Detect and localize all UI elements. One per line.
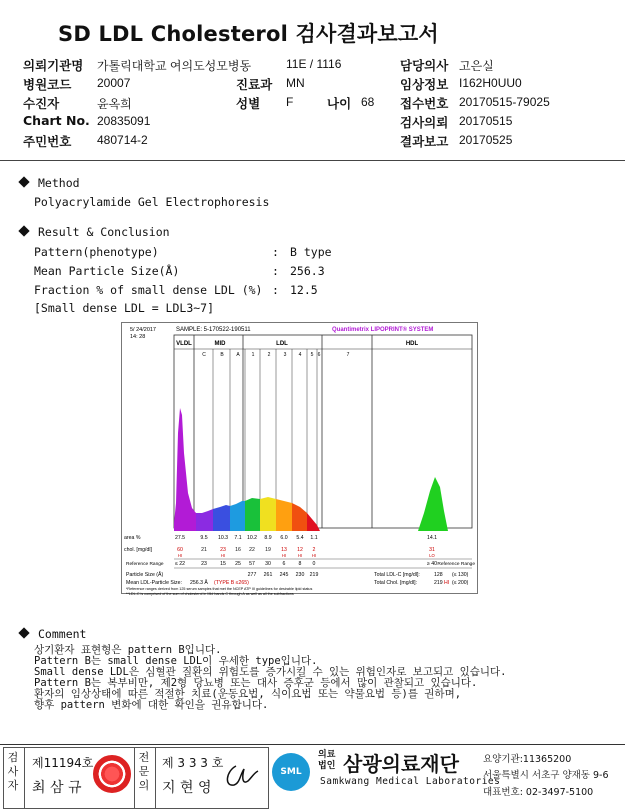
org-legal-type: 의료법인 <box>318 750 336 771</box>
result-label-pattern: Pattern(phenotype) <box>34 245 159 259</box>
chol-value: 22 <box>249 547 255 553</box>
area-pct-value: 10.2 <box>246 535 258 541</box>
chol-value: 60 <box>177 547 183 553</box>
ldl5-band-area <box>307 513 320 531</box>
comment-line: Small dense LDL은 심혈관 질환의 위험도를 증가시킬 수 있는 위험인자로 보고되고 있습니다. <box>34 666 507 678</box>
org-address: 서울특별시 서초구 양재동 9-6 <box>483 770 609 781</box>
ref-range-value: 15 <box>220 561 226 567</box>
comment-heading-text: Comment <box>38 627 87 641</box>
ldl4-band-area <box>292 503 307 531</box>
total-chol-flag: HI <box>444 580 450 586</box>
chart-band-label: 1 <box>251 352 255 358</box>
diamond-bullet-icon <box>18 627 29 638</box>
label-department: 진료과 <box>236 77 273 92</box>
value-referring-institution: 가톨릭대학교 여의도성모병동 <box>97 59 252 73</box>
org-name: 삼광의료재단 <box>343 752 459 776</box>
label-chart-no: Chart No. <box>23 113 90 128</box>
result-label-size: Mean Particle Size(Å) <box>34 264 180 278</box>
chol-value: 21 <box>201 547 207 553</box>
ref-range-value: 25 <box>235 561 241 567</box>
total-chol-label: Total Chol. [mg/dl]: <box>374 580 417 586</box>
result-value-fraction: 12.5 <box>290 283 318 297</box>
particle-size-value: 230 <box>295 572 305 578</box>
label-request-date: 검사의뢰 <box>400 115 449 130</box>
comment-line: 향후 pattern 변화에 대한 확인을 권유합니다. <box>34 699 269 711</box>
result-sep: : <box>272 264 279 278</box>
comment-line: Pattern B는 small dense LDL이 우세한 type입니다. <box>34 655 318 667</box>
report-title: SD LDL Cholesterol 검사결과보고서 <box>58 22 439 46</box>
specialist-license-no: 제 3 3 3 호 <box>162 756 224 770</box>
chart-footnote-2: **LDL-C is comprised of the sum of cholesterol in Mid bands C through A as well as all the subfractions <box>126 592 294 596</box>
chol-flag: HI <box>220 553 226 558</box>
mean-size-type: (TYPE B ≤265) <box>214 580 249 586</box>
chol-value: 19 <box>265 547 271 553</box>
diamond-bullet-icon <box>18 225 29 236</box>
value-hospital-code: 20007 <box>97 76 131 90</box>
area-pct-value: 9.5 <box>200 535 208 541</box>
chart-band-label: A <box>236 352 240 358</box>
ref-range-value: ≤ 22 <box>174 561 186 567</box>
row-label-area: area % <box>124 535 141 541</box>
specialist-name: 지 현 영 <box>162 780 212 796</box>
value-age: 68 <box>361 95 375 109</box>
chart-band-label: 6 <box>317 352 321 358</box>
result-sep: : <box>272 245 279 259</box>
total-chol-value: 219 <box>434 580 443 586</box>
chart-band-label: C <box>202 352 206 358</box>
technologist-name: 최 삼 규 <box>32 780 82 796</box>
row-label-mean: Mean LDL-Particle Size: <box>126 580 182 586</box>
label-resident-no: 주민번호 <box>23 134 72 149</box>
label-age: 나이 <box>327 96 352 111</box>
ref-range-value: 8 <box>298 561 302 567</box>
result-label-fraction: Fraction % of small dense LDL (%) <box>34 283 263 297</box>
chol-flag: LO <box>429 553 435 558</box>
label-patient: 수진자 <box>23 96 60 111</box>
chol-value: 31 <box>429 547 435 553</box>
total-ldl-label: Total LDL-C [mg/dl]: <box>374 572 420 578</box>
result-value-pattern: B type <box>290 245 332 259</box>
technologist-seal-icon <box>93 755 131 793</box>
ref-range-value: 23 <box>201 561 207 567</box>
specialist-signature-icon <box>222 761 262 791</box>
method-text: Polyacrylamide Gel Electrophoresis <box>34 195 270 209</box>
total-chol-range: (≤ 200) <box>452 580 469 586</box>
comment-line: Pattern B는 복부비만, 제2형 당뇨병 또는 대사 증후군 등에서 많이 관찰되고 있습니다. <box>34 677 478 689</box>
lipoprint-chart <box>121 322 478 594</box>
value-ward: 11E / 1116 <box>286 57 342 71</box>
value-clinical-info: I162H0UU0 <box>459 76 522 90</box>
chart-plot-frame <box>174 335 472 528</box>
ldl2-band-area <box>260 497 276 531</box>
chart-footnote-1: *Reference ranges derived from 125 serum samples that met the NCEP ATP III guidelines for desirable lipid status <box>126 587 313 591</box>
area-pct-value: 7.1 <box>234 535 242 541</box>
particle-size-value: 261 <box>263 572 273 578</box>
diamond-bullet-icon <box>18 176 29 187</box>
label-referring-institution: 의뢰기관명 <box>23 58 84 73</box>
row-label-ref-right: Reference Range <box>437 562 475 567</box>
comment-line: 상기환자 표현형은 pattern B입니다. <box>34 644 222 656</box>
value-resident-no: 480714-2 <box>97 133 148 147</box>
label-sex: 성별 <box>236 96 261 111</box>
divider <box>134 747 135 808</box>
chart-time: 14: 28 <box>130 334 146 340</box>
chart-group-label: LDL <box>276 341 288 347</box>
technologist-label: 검사자 <box>7 751 19 792</box>
chol-flag: HI <box>281 553 287 558</box>
ref-range-value: ≥ 40 <box>426 561 438 567</box>
ref-range-value: 0 <box>312 561 316 567</box>
area-pct-value: 10.3 <box>217 535 229 541</box>
lipoprint-svg <box>122 323 477 596</box>
method-heading-text: Method <box>38 176 80 190</box>
chol-value: 12 <box>297 547 303 553</box>
chart-band-label: 4 <box>298 352 302 358</box>
mid-b-band-area <box>213 505 230 531</box>
divider <box>24 747 25 808</box>
footer <box>0 744 625 811</box>
org-code: 요양기관:11365200 <box>483 754 572 765</box>
ref-range-value: 6 <box>282 561 286 567</box>
chart-group-label: HDL <box>405 341 419 347</box>
area-pct-value: 27.5 <box>174 535 186 541</box>
row-label-chol: chol. [mg/dl] <box>124 547 152 553</box>
particle-size-value: 245 <box>279 572 289 578</box>
chart-band-label: 3 <box>283 352 287 358</box>
chart-group-label: MID <box>214 341 226 347</box>
chart-group-label: VLDL <box>176 341 192 347</box>
particle-size-value: 277 <box>247 572 257 578</box>
technologist-license-no: 제11194호 <box>32 756 94 770</box>
result-sep: : <box>272 283 279 297</box>
value-patient: 윤옥희 <box>97 97 132 111</box>
area-pct-value: 1.1 <box>310 535 318 541</box>
specialist-label: 전문의 <box>138 751 150 792</box>
chol-value: 13 <box>281 547 287 553</box>
mid-a-band-area <box>230 501 245 531</box>
chart-sample: SAMPLE: 5-170522-190511 <box>176 327 251 333</box>
value-department: MN <box>286 76 305 90</box>
label-clinical-info: 임상정보 <box>400 77 449 92</box>
mean-size-value: 256.3 Å <box>190 580 208 586</box>
sml-logo-icon <box>272 753 310 791</box>
row-label-size: Particle Size (Å) <box>126 572 164 578</box>
comment-line: 환자의 임상상태에 따른 적절한 치료(운동요법, 식이요법 또는 약물요법 등)를 권하며, <box>34 688 462 700</box>
header-divider <box>0 160 625 161</box>
chol-flag: HI <box>297 553 303 558</box>
area-pct-value: 14.1 <box>426 535 438 541</box>
label-accession-no: 접수번호 <box>400 96 449 111</box>
mid-c-band-area <box>196 509 213 531</box>
value-chart-no: 20835091 <box>97 114 151 128</box>
result-heading-text: Result & Conclusion <box>38 225 170 239</box>
label-doctor: 담당의사 <box>400 58 449 73</box>
hdl-band-area <box>418 477 448 531</box>
org-english-name: Samkwang Medical Laboratories <box>320 776 501 787</box>
ldl3-band-area <box>276 499 292 531</box>
value-doctor: 고은실 <box>459 59 494 73</box>
chart-band-label: 7 <box>346 352 350 358</box>
value-accession-no: 20170515-79025 <box>459 95 550 109</box>
area-pct-value: 8.9 <box>264 535 272 541</box>
area-pct-value: 6.0 <box>280 535 288 541</box>
chol-flag: HI <box>311 553 317 558</box>
comment-heading <box>20 627 86 641</box>
divider <box>155 747 156 808</box>
chol-value: 23 <box>220 547 226 553</box>
ref-range-value: 30 <box>265 561 271 567</box>
ldl1-band-area <box>245 498 260 531</box>
label-hospital-code: 병원코드 <box>23 77 72 92</box>
chart-brand: Quantimetrix LIPOPRINT® SYSTEM <box>332 327 434 333</box>
method-heading <box>20 176 80 190</box>
result-value-size: 256.3 <box>290 264 325 278</box>
total-ldl-value: 128 <box>434 572 443 578</box>
result-note: [Small dense LDL = LDL3~7] <box>34 301 215 315</box>
org-phone: 대표번호: 02-3497-5100 <box>483 787 594 798</box>
sml-logo-text: SML <box>280 767 302 777</box>
chart-date: 5/ 24/2017 <box>130 327 156 333</box>
label-report-date: 결과보고 <box>400 134 449 149</box>
chart-band-label: 2 <box>267 352 271 358</box>
result-heading <box>20 225 170 239</box>
row-label-ref: Reference Range <box>126 562 164 567</box>
chol-value: 16 <box>235 547 241 553</box>
total-ldl-range: (≤ 130) <box>452 572 469 578</box>
value-request-date: 20170515 <box>459 114 513 128</box>
particle-size-value: 219 <box>309 572 319 578</box>
area-pct-value: 5.4 <box>296 535 304 541</box>
chol-value: 2 <box>312 547 316 553</box>
chart-band-label: B <box>220 352 224 358</box>
value-report-date: 20170525 <box>459 133 513 147</box>
chol-flag: HI <box>177 553 183 558</box>
chart-band-label: 5 <box>310 352 314 358</box>
ref-range-value: 57 <box>249 561 255 567</box>
value-sex: F <box>286 95 294 109</box>
